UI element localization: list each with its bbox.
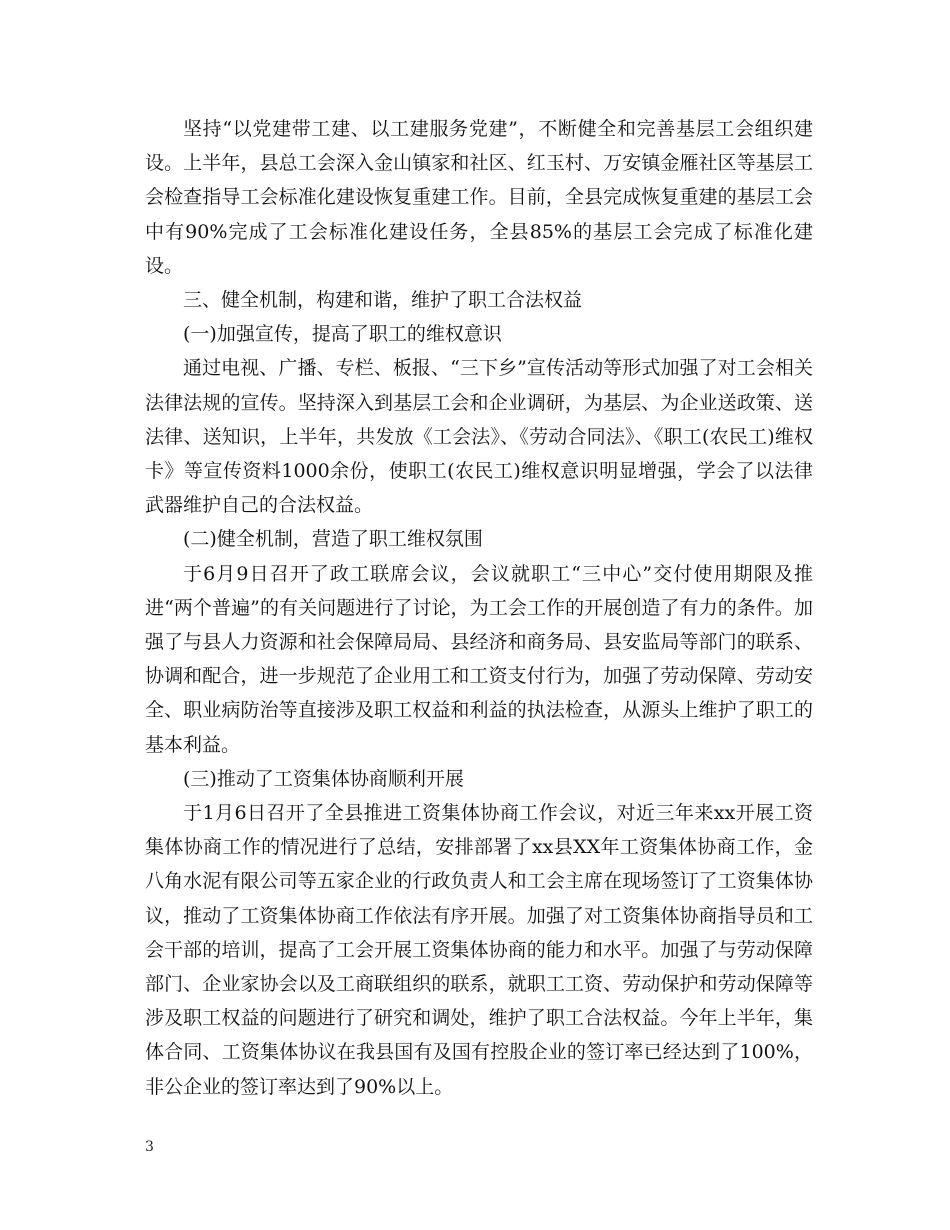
paragraph-collective-bargaining: 于1月6日召开了全县推进工资集体协商工作会议，对近三年来xx开展工资集体协商工作的情况进行了总结，安排部署了xx县XX年工资集体协商工作，金八角水泥有限公司等五家企业的行政负责人和工会主席在现场签订了工资集体协议，推动了工资集体协商工作依法有序开展。加强了对工资集体协商指导员和工会干部的培训，提高了工会开展工资集体协商的能力和水平。加强了与劳动保障部门、企业家协会以及工商联组织的联系，就职工工资、劳动保护和劳动保障等涉及职工权益的问题进行了研究和调处，维护了职工合法权益。今年上半年，集体合同、工资集体协议在我县国有及国有控股企业的签订率已经达到了100%，非公企业的签订率达到了90%以上。 xyxy=(145,802,813,1098)
paragraph-publicity: 通过电视、广播、专栏、板报、“三下乡”宣传活动等形式加强了对工会相关法律法规的宣传。坚持深入到基层工会和企业调研，为基层、为企业送政策、送法律、送知识，上半年，共发放《工会法》、《劳动合同法》、《职工(农民工)维权卡》等宣传资料1000余份，使职工(农民工)维权意识明显增强，学会了以法律武器维护自己的合法权益。 xyxy=(145,357,813,517)
paragraph-grassroots-union-building: 坚持“以党建带工建、以工建服务党建”，不断健全和完善基层工会组织建设。上半年，县总工会深入金山镇家和社区、红玉村、万安镇金雁社区等基层工会检查指导工会标准化建设恢复重建工作。目前，全县完成恢复重建的基层工会中有90%完成了工会标准化建设任务，全县85%的基层工会完成了标准化建设。 xyxy=(145,118,813,277)
subheading-2: (二)健全机制，营造了职工维权氛围 xyxy=(183,528,483,551)
document-body xyxy=(145,112,813,1104)
paragraph-mechanism: 于6月9日召开了政工联席会议，会议就职工“三中心”交付使用期限及推进“两个普遍”的有关问题进行了讨论，为工会工作的开展创造了有力的条件。加强了与县人力资源和社会保障局局、县经济和商务局、县安监局等部门的联系、协调和配合，进一步规范了企业用工和工资支付行为，加强了劳动保障、劳动安全、职业病防治等直接涉及职工权益和利益的执法检查，从源头上维护了职工的基本利益。 xyxy=(145,562,813,756)
page-number: 3 xyxy=(145,1139,154,1155)
subheading-3: (三)推动了工资集体协商顺利开展 xyxy=(183,767,464,790)
subheading-1: (一)加强宣传，提高了职工的维权意识 xyxy=(183,323,502,346)
section-heading-3: 三、健全机制，构建和谐，维护了职工合法权益 xyxy=(183,289,583,312)
